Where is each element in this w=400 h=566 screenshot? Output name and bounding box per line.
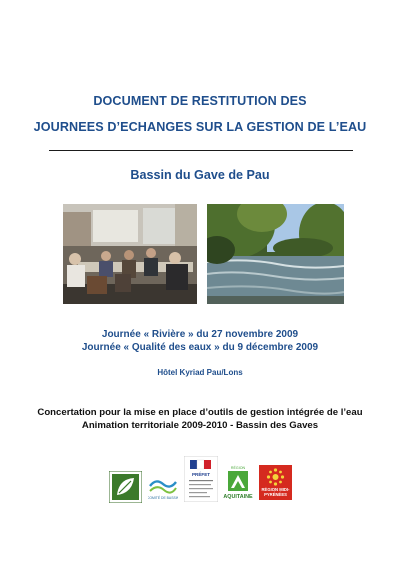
document-subtitle: Bassin du Gave de Pau (130, 168, 270, 182)
aquitaine-logo-text: AQUITAINE (223, 494, 253, 500)
event-venue: Hôtel Kyriad Pau/Lons (157, 368, 243, 377)
document-title-line-1: DOCUMENT DE RESTITUTION DES (93, 94, 307, 108)
prefet-logo-text: PRÉFET (191, 472, 211, 477)
bassin-logo-text: COMITÉ DE BASSIN (148, 496, 178, 500)
meeting-room-photo (63, 204, 197, 304)
document-title-line-2: JOURNEES D’ECHANGES SUR LA GESTION DE L’EAU (33, 120, 367, 134)
event-date-qualite-eaux: Journée « Qualité des eaux » du 9 décembre 2009 (81, 342, 319, 353)
aquitaine-top-text: RÉGION (230, 466, 246, 470)
event-date-riviere: Journée « Rivière » du 27 novembre 2009 (101, 329, 299, 340)
midi-pyrenees-logo-text: RÉGION MIDI-PYRÉNÉES (261, 487, 290, 497)
comite-de-bassin-logo (148, 472, 178, 504)
animation-territoriale-line: Animation territoriale 2009-2010 - Bassin des Gaves (81, 420, 319, 431)
concertation-line: Concertation pour la mise en place d’outils de gestion intégrée de l’eau (37, 407, 363, 418)
prefet-logo (184, 456, 218, 502)
title-divider (49, 150, 353, 151)
midi-pyrenees-region-logo (259, 465, 292, 500)
aquitaine-region-logo (220, 465, 256, 502)
green-leaf-logo (109, 471, 142, 503)
river-landscape-photo (207, 204, 344, 304)
